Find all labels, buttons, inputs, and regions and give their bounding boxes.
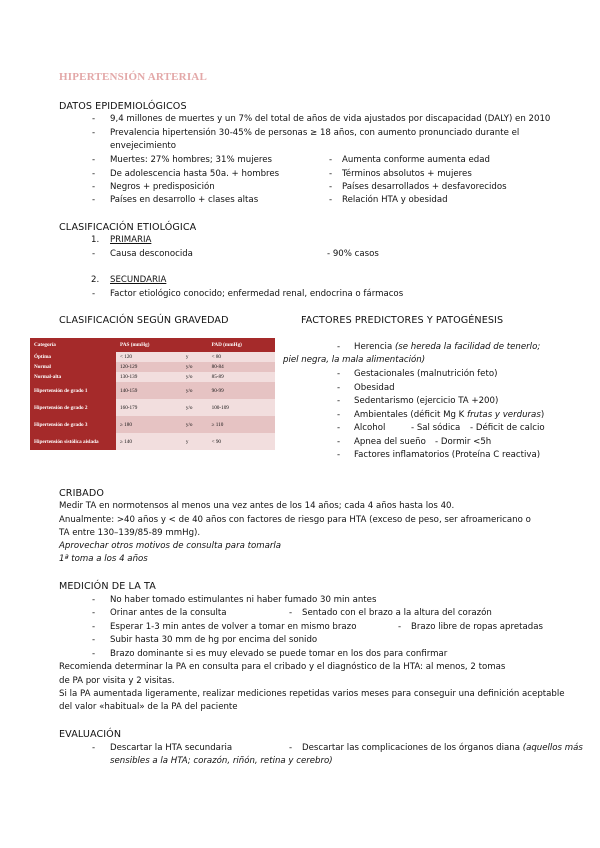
evaluacion-item-text: Descartar las complicaciones de los órganos diana [302,743,523,753]
etio-num: 2. [91,275,100,285]
evaluacion-heading: EVALUACIÓN [59,729,122,740]
table-cell-category: Hipertensión de grado 2 [30,399,116,416]
factor-herencia-note-cont: piel negra, la mala alimentación) [283,355,426,365]
factor-sal: - Sal sódica [411,423,461,433]
table-cell-pas: 120-129 [116,362,182,372]
dash: - [398,622,402,632]
etio-primary-pct: - 90% casos [327,249,379,259]
table-row [30,372,275,382]
medicion-item: Brazo dominante si es muy elevado se puede tomar en los dos para confirmar [110,649,448,659]
medicion-item: Orinar antes de la consulta [110,608,227,618]
factor-apnea: Apnea del sueño [354,437,426,447]
table-header-row [30,338,275,352]
medicion-para: Recomienda determinar la PA en consulta para el cribado y el diagnóstico de la HTA: al menos, 2 tomas [59,662,506,672]
dash: - [92,182,96,192]
epi-left-item: De adolescencia hasta 50a. + hombres [110,169,280,179]
dash: - [337,396,341,406]
etio-heading: CLASIFICACIÓN ETIOLÓGICA [59,222,197,233]
dash: - [92,169,96,179]
table-cell-op: y [182,352,208,362]
dash: - [337,423,341,433]
dash: - [337,342,341,352]
table-row [30,382,275,399]
dash: - [337,383,341,393]
medicion-heading: MEDICIÓN DE LA TA [59,581,156,592]
etio-secondary-item: Factor etiológico conocido; enfermedad renal, endocrina o fármacos [110,289,404,299]
dash: - [289,608,293,618]
dash: - [92,128,96,138]
table-header-cell: PAS (mmHg) [116,338,182,352]
table-row [30,399,275,416]
cribado-line: Medir TA en normotensos al menos una vez antes de los 14 años; cada 4 años hasta los 40. [59,501,455,511]
evaluacion-item-note: (aquellos más [522,743,583,753]
table-cell-pas: ≥ 180 [116,416,182,433]
dash: - [92,155,96,165]
table-cell-pad: 90-99 [208,382,275,399]
medicion-para: del valor «habitual» de la PA del paciente [59,702,238,712]
etio-num: 1. [91,235,100,245]
etio-primary-label: PRIMARIA [110,235,152,245]
table-cell-category: Hipertensión de grado 1 [30,382,116,399]
dash: - [337,450,341,460]
dash: - [92,649,96,659]
table-header-cell: Categoría [30,338,116,352]
medicion-item: Subir hasta 30 mm de hg por encima del sonido [110,635,318,645]
factor-herencia-note: (se hereda la facilidad de tenerlo; [394,342,541,352]
factor-herencia [354,341,540,354]
etio-secondary-label: SECUNDARIA [110,275,167,285]
table-row [30,433,275,450]
factor-ambientales-end: ) [540,410,545,420]
table-cell-op: y [182,433,208,450]
factor-herencia-label: Herencia [354,342,395,352]
dash: - [92,595,96,605]
epi-heading: DATOS EPIDEMIOLÓGICOS [59,101,187,112]
factors-heading: FACTORES PREDICTORES Y PATOGÉNESIS [301,315,504,326]
page-title: HIPERTENSIÓN ARTERIAL [59,71,207,83]
table-cell-pad: 80-84 [208,362,275,372]
dash: - [329,169,333,179]
table-cell-pad: ≥ 110 [208,416,275,433]
table-cell-pad: < 90 [208,433,275,450]
table-cell-category: Normal-alta [30,372,116,382]
table-cell-category: Hipertensión sistólica aislada [30,433,116,450]
dash: - [92,249,96,259]
dash: - [92,622,96,632]
factor-ambientales-label: Ambientales (déficit Mg K [354,410,468,420]
table-cell-pas: 140-159 [116,382,182,399]
epi-left-item: Países en desarrollo + clases altas [110,195,259,205]
cribado-line: Anualmente: >40 años y < de 40 años con factores de riesgo para HTA (exceso de peso, ser afroamericano o [59,515,531,525]
table-row [30,352,275,362]
table-cell-op: y/o [182,416,208,433]
dash: - [329,182,333,192]
cribado-line: 1ª toma a los 4 años [59,554,148,564]
epi-item: 9,4 millones de muertes y un 7% del total de años de vida ajustados por discapacidad (DALY) en 2010 [110,114,551,124]
factor-item: Sedentarismo (ejercicio TA +200) [354,396,499,406]
dash: - [329,155,333,165]
dash: - [337,369,341,379]
table-cell-category: Óptima [30,352,116,362]
table-header-cell: PAD (mmHg) [208,338,275,352]
medicion-item: Esperar 1-3 min antes de volver a tomar en mismo brazo [110,622,357,632]
dash: - [92,635,96,645]
table-row [30,362,275,372]
table-cell-pad: 100-109 [208,399,275,416]
epi-right-item: Países desarrollados + desfavorecidos [342,182,507,192]
table-cell-op: y/o [182,399,208,416]
medicion-para: de PA por visita y 2 visitas. [59,676,175,686]
table-cell-category: Hipertensión de grado 3 [30,416,116,433]
table-row [30,416,275,433]
epi-item-cont: envejecimiento [110,141,177,151]
dash: - [92,114,96,124]
factor-calcio: - Déficit de calcio [470,423,545,433]
epi-right-item: Términos absolutos + mujeres [342,169,472,179]
dash: - [337,437,341,447]
table-cell-pad: < 80 [208,352,275,362]
factor-item: Obesidad [354,383,395,393]
epi-left-item: Muertes: 27% hombres; 31% mujeres [110,155,272,165]
table-cell-op: y/o [182,362,208,372]
dash: - [337,410,341,420]
table-cell-category: Normal [30,362,116,372]
medicion-item: No haber tomado estimulantes ni haber fumado 30 min antes [110,595,377,605]
table-cell-op: y/o [182,372,208,382]
severity-table [30,338,275,450]
evaluacion-item-note-cont: sensibles a la HTA; corazón, riñón, retina y cerebro) [110,756,333,766]
cribado-heading: CRIBADO [59,488,104,499]
medicion-side-item: Sentado con el brazo a la altura del corazón [302,608,492,618]
table-cell-pas: ≥ 140 [116,433,182,450]
factor-ambientales-note: frutas y verduras [467,410,541,420]
dash: - [92,608,96,618]
dash: - [92,289,96,299]
table-header-cell [182,338,208,352]
table-cell-pas: 160-179 [116,399,182,416]
table-cell-pas: < 120 [116,352,182,362]
medicion-side-item: Brazo libre de ropas apretadas [411,622,543,632]
cribado-line: TA entre 130–139/85-89 mmHg). [59,528,201,538]
table-cell-pas: 130-139 [116,372,182,382]
factor-ambientales [354,409,544,422]
severity-heading: CLASIFICACIÓN SEGÚN GRAVEDAD [59,315,229,326]
cribado-line: Aprovechar otros motivos de consulta para tomarla [59,541,282,551]
dash: - [329,195,333,205]
evaluacion-item: Descartar la HTA secundaria [110,743,233,753]
epi-item: Prevalencia hipertensión 30-45% de personas ≥ 18 años, con aumento pronunciado durante el [110,128,520,138]
factor-item: Gestacionales (malnutrición feto) [354,369,498,379]
factor-dormir: - Dormir <5h [435,437,492,447]
table-cell-op: y/o [182,382,208,399]
evaluacion-item [302,742,583,755]
epi-right-item: Relación HTA y obesidad [342,195,448,205]
dash: - [92,743,96,753]
table-cell-pad: 85-89 [208,372,275,382]
medicion-para: Si la PA aumentada ligeramente, realizar mediciones repetidas varios meses para conseguir una definición aceptable [59,689,565,699]
etio-primary-item: Causa desconocida [110,249,193,259]
dash: - [289,743,293,753]
dash: - [92,195,96,205]
factor-item: Factores inflamatorios (Proteína C reactiva) [354,450,541,460]
epi-left-item: Negros + predisposición [110,182,215,192]
epi-right-item: Aumenta conforme aumenta edad [342,155,490,165]
factor-alcohol: Alcohol [354,423,386,433]
